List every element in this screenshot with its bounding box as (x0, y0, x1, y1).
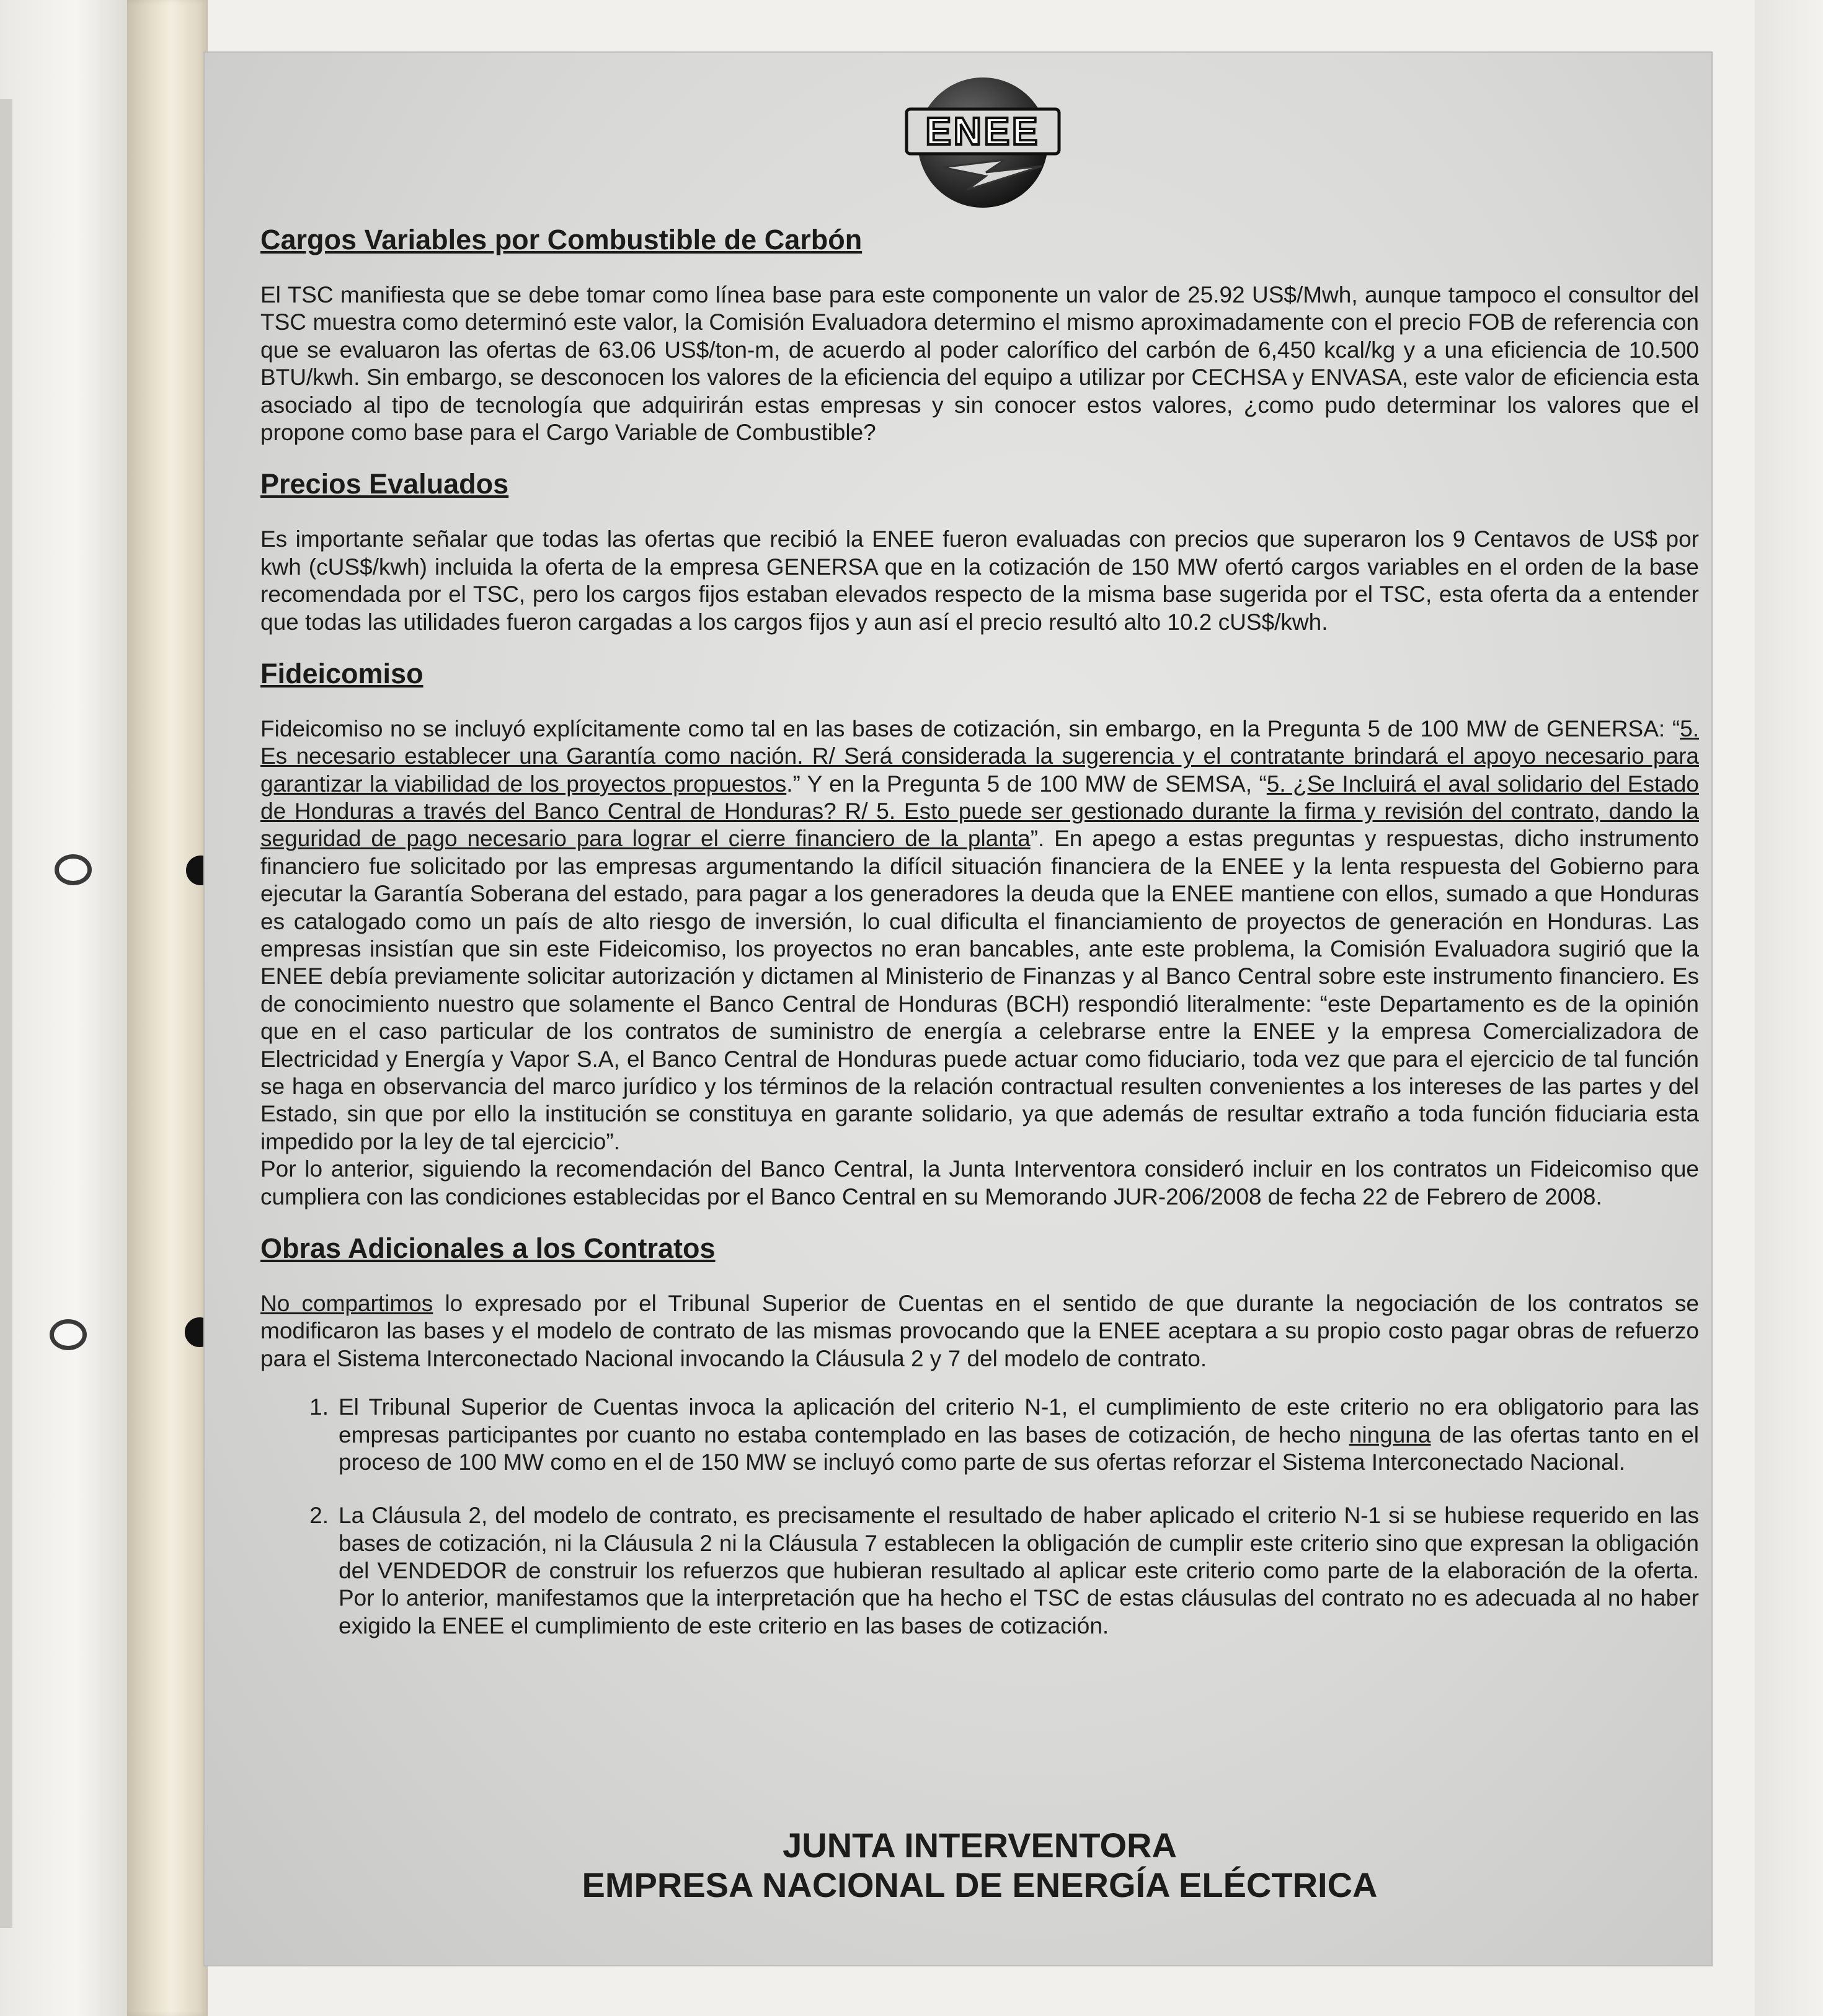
paragraph-carbon: El TSC manifiesta que se debe tomar como línea base para este componente un valor de 25.92 US$/Mwh, aunque tampoco el consultor del TSC muestra como determinó este valor, la Comisión Evaluadora determino el mismo aproximadamente con el precio FOB de referencia con que se evaluaron las ofertas de 63.06 US$/ton-m, de acuerdo al poder calorífico del carbón de 6,450 kcal/kg y a una eficiencia de 10.500 BTU/kwh. Sin embargo, se desconocen los valores de la eficiencia del equipo a utilizar por CECHSA y ENVASA, este valor de eficiencia esta asociado al tipo de tecnología que adquirirán estas empresas y sin conocer estos valores, ¿como pudo determinar los valores que el propone como base para el Cargo Variable de Combustible? (260, 282, 1699, 445)
enee-logo (899, 73, 1067, 216)
section-title-precios: Precios Evaluados (260, 468, 509, 500)
punch-hole (55, 854, 92, 885)
paragraph-precios: Es importante señalar que todas las ofertas que recibió la ENEE fueron evaluadas con precios que superaron los 9 Centavos de US$ por kwh (cUS$/kwh) incluida la oferta de la empresa GENERSA que en la cotización de 150 MW ofertó cargos variables en el orden de la base recomendada por el TSC, pero los cargos fijos estaban elevados respecto de la misma base sugerida por el TSC, esta oferta da a entender que todas las utilidades fueron cargadas a los cargos fijos y aun así el precio resultó alto 10.2 cUS$/kwh. (260, 526, 1699, 635)
paragraph-obras (260, 1290, 1699, 1373)
list-item (260, 1502, 1699, 1640)
list-item (260, 1394, 1699, 1476)
text-span: lo expresado por el Tribunal Superior de Cuentas en el sentido de que durante la negociación de los contratos se modificaron las bases y el modelo de contrato de las mismas provocando que la ENEE aceptara a su propio costo pagar obras de refuerzo para el Sistema Interconectado Nacional invocando la Cláusula 2 y 7 del modelo de contrato. (260, 1290, 1699, 1371)
text-span: El Tribunal Superior de Cuentas invoca la aplicación del criterio N-1, el cumplimiento de este criterio no era obligatorio para las empresas participantes por cuanto no estaba contemplado en las bases de cotización, de hecho (339, 1394, 1699, 1448)
section-title-fideicomiso: Fideicomiso (260, 657, 424, 689)
punch-hole (50, 1319, 87, 1350)
footer (260, 1826, 1699, 1906)
list-text (339, 1394, 1699, 1476)
underlined-ninguna: ninguna (1349, 1421, 1431, 1448)
document-body (260, 223, 1699, 1666)
list-number: 1. (309, 1394, 329, 1420)
underlined-no-compartimos: No compartimos (260, 1290, 433, 1316)
underlined-quote-semsa: 5. ¿Se Incluirá el aval solidario del Estado de Honduras a través del Banco Central de Honduras? R/ 5. Esto puede ser gestionado durante la firma y revisión del contrato, dando la seguridad de pago necesario para lograr el cierre financiero de la planta (260, 771, 1699, 852)
adjacent-page-edge (0, 99, 12, 1928)
text-span: ”. En apego a estas preguntas y respuestas, dicho instrumento financiero fue solicitado por las empresas argumentando la difícil situación financiera de la ENEE y la lenta respuesta del Gobierno para ejecutar la Garantía Soberana del estado, para pagar a los generadores la deuda que la ENEE mantiene con ellos, sumado a que Honduras es catalogado como un país de alto riesgo de inversión, lo cual dificulta el financiamiento de proyectos de generación en Honduras. Las empresas insistían que sin este Fideicomiso, los proyectos no eran bancables, ante este problema, la Comisión Evaluadora sugirió que la ENEE debía previamente solicitar autorización y dictamen al Ministerio de Finanzas y al Banco Central sobre este instrumento financiero. Es de conocimiento nuestro que solamente el Banco Central de Honduras (BCH) respondió literalmente: “este Departamento es de la opinión que en el caso particular de los contratos de suministro de energía a celebrarse entre la ENEE y la empresa Comercializadora de Electricidad y Energía y Vapor S.A, el Banco Central de Honduras puede actuar como fiduciario, toda vez que para el ejercicio de tal función se haga en observancia del marco jurídico y los términos de la relación contractual resulten convenientes a los intereses de las partes y del Estado, sin que por ello la institución se constituya en garante solidario, ya que además de resultar extraño a toda función fiduciaria esta impedido por la ley de tal ejercicio”. (260, 826, 1699, 1154)
text-span: Fideicomiso no se incluyó explícitamente como tal en las bases de cotización, sin embargo, en la Pregunta 5 de 100 MW de GENERSA: “ (260, 715, 1680, 741)
logo-text: ENEE (925, 110, 1040, 153)
underlined-quote-genersa: 5. Es necesario establecer una Garantía como nación. R/ Será considerada la sugerencia y el contratante brindará el apoyo necesario para garantizar la viabilidad de los proyectos propuestos (260, 715, 1699, 797)
paragraph-fideicomiso-1 (260, 715, 1699, 1156)
paragraph-fideicomiso-2: Por lo anterior, siguiendo la recomendación del Banco Central, la Junta Interventora consideró incluir en los contratos un Fideicomiso que cumpliera con las condiciones establecidas por el Banco Central en su Memorando JUR-206/2008 de fecha 22 de Febrero de 2008. (260, 1156, 1699, 1209)
footer-line-1: JUNTA INTERVENTORA (783, 1826, 1177, 1865)
obras-list (260, 1394, 1699, 1640)
list-number: 2. (309, 1503, 329, 1529)
list-text: La Cláusula 2, del modelo de contrato, es precisamente el resultado de haber aplicado el criterio N-1 si se hubiese requerido en las bases de cotización, ni la Cláusula 2 ni la Cláusula 7 establecen la obligación de cumplir este criterio sino que expresan la obligación del VENDEDOR de construir los refuerzos que hubieran resultado al aplicar este criterio como parte de la elaboración de la oferta. Por lo anterior, manifestamos que la interpretación que ha hecho el TSC de estas cláusulas del contrato no es adecuada al no haber exigido la ENEE el cumplimiento de este criterio en las bases de cotización. (339, 1503, 1699, 1638)
text-span: .” Y en la Pregunta 5 de 100 MW de SEMSA, “ (786, 771, 1267, 797)
footer-line-2: EMPRESA NACIONAL DE ENERGÍA ELÉCTRICA (582, 1865, 1378, 1905)
right-page-edge (1755, 0, 1823, 2016)
section-title-carbon: Cargos Variables por Combustible de Carbón (260, 224, 863, 255)
text-span: de las ofertas tanto en el proceso de 100 MW como en el de 150 MW se incluyó como parte de sus ofertas reforzar el Sistema Interconectado Nacional. (339, 1421, 1700, 1475)
section-title-obras: Obras Adicionales a los Contratos (260, 1232, 716, 1264)
binder-strip (127, 0, 208, 2016)
adjacent-page (0, 0, 127, 2016)
